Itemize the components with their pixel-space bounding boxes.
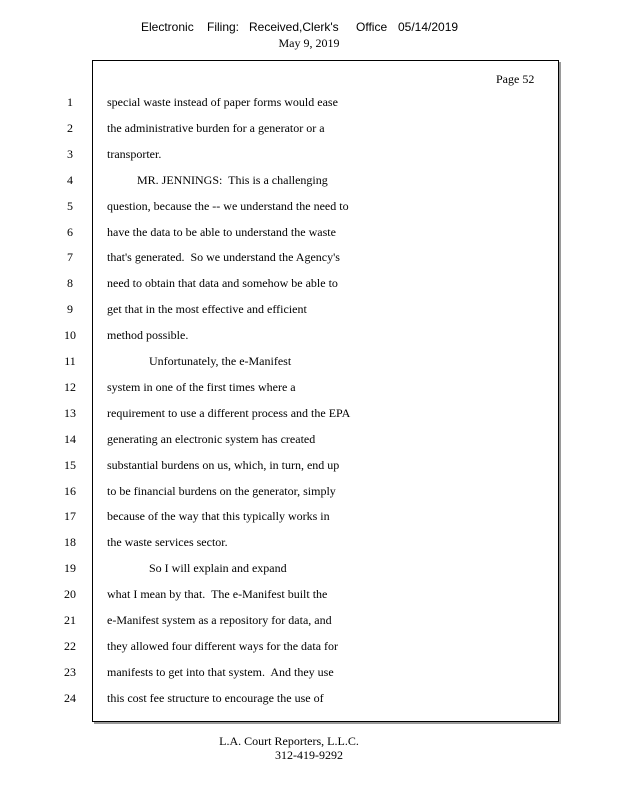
line-number: 1 (67, 95, 73, 109)
transcript-line-text: method possible. (107, 328, 189, 343)
line-number: 14 (64, 431, 76, 446)
transcript-line-text: to be financial burdens on the generator, simply (107, 483, 336, 498)
transcript-line-text: get that in the most effective and efficient (107, 302, 307, 317)
line-number: 24 (64, 690, 76, 705)
transcript-line-text: that's generated. So we understand the Agency's (107, 250, 340, 265)
transcript-line-text: substantial burdens on us, which, in turn, end up (107, 457, 340, 472)
filing-word-1: Electronic (141, 20, 194, 34)
transcript-line-text: they allowed four different ways for the data for (107, 638, 339, 653)
filing-word-5: 05/14/2019 (398, 20, 459, 34)
court-reporter-phone: 312-419-9292 (275, 748, 343, 762)
transcript-line-text: the administrative burden for a generator or a (107, 120, 325, 135)
transcript-line-text: So I will explain and expand (107, 561, 287, 576)
filing-word-2: Filing: (207, 20, 240, 34)
filing-word-3: Received,Clerk's (249, 20, 339, 34)
line-number: 22 (64, 638, 76, 653)
line-number: 20 (64, 587, 76, 602)
transcript-line-text: have the data to be able to understand the waste (107, 224, 336, 239)
line-number: 17 (64, 509, 76, 524)
line-number: 4 (67, 172, 73, 187)
line-number: 9 (67, 302, 73, 317)
line-number: 21 (64, 613, 76, 627)
transcript-line-text: what I mean by that. The e-Manifest built the (107, 587, 328, 602)
line-number: 10 (64, 328, 76, 343)
transcript-line-text: transporter. (107, 146, 162, 161)
line-number: 12 (64, 379, 76, 394)
transcript-line-text: e-Manifest system as a repository for data, and (107, 613, 332, 627)
transcript-line-text: special waste instead of paper forms would ease (107, 95, 338, 109)
transcript-line-text: manifests to get into that system. And they use (107, 664, 334, 679)
page-number: Page 52 (496, 72, 535, 86)
line-number: 11 (64, 354, 76, 368)
transcript-line-text: because of the way that this typically works in (107, 509, 330, 524)
line-number: 13 (64, 405, 76, 420)
transcript-line-text: generating an electronic system has created (107, 431, 316, 446)
hearing-date: May 9, 2019 (278, 36, 340, 50)
transcript-line-text: need to obtain that data and somehow be able to (107, 276, 338, 291)
line-number: 2 (67, 120, 73, 135)
line-number: 16 (64, 483, 76, 498)
line-number: 7 (67, 250, 73, 265)
line-number: 3 (67, 146, 73, 161)
line-number: 23 (64, 664, 76, 679)
transcript-line-text: question, because the -- we understand the need to (107, 198, 349, 213)
transcript-line-text: the waste services sector. (107, 535, 228, 550)
line-number: 15 (64, 457, 76, 472)
transcript-line-text: this cost fee structure to encourage the use of (107, 690, 324, 705)
line-number: 5 (67, 198, 73, 213)
line-number: 19 (64, 561, 76, 576)
line-number: 18 (64, 535, 76, 550)
line-number: 8 (67, 276, 73, 291)
transcript-line-text: Unfortunately, the e-Manifest (107, 354, 292, 368)
court-reporter-name: L.A. Court Reporters, L.L.C. (219, 734, 359, 748)
filing-word-4: Office (356, 20, 388, 34)
line-number: 6 (67, 224, 73, 239)
transcript-line-text: system in one of the first times where a (107, 379, 296, 394)
transcript-line-text: MR. JENNINGS: This is a challenging (107, 172, 328, 187)
transcript-line-text: requirement to use a different process and the EPA (107, 405, 351, 420)
